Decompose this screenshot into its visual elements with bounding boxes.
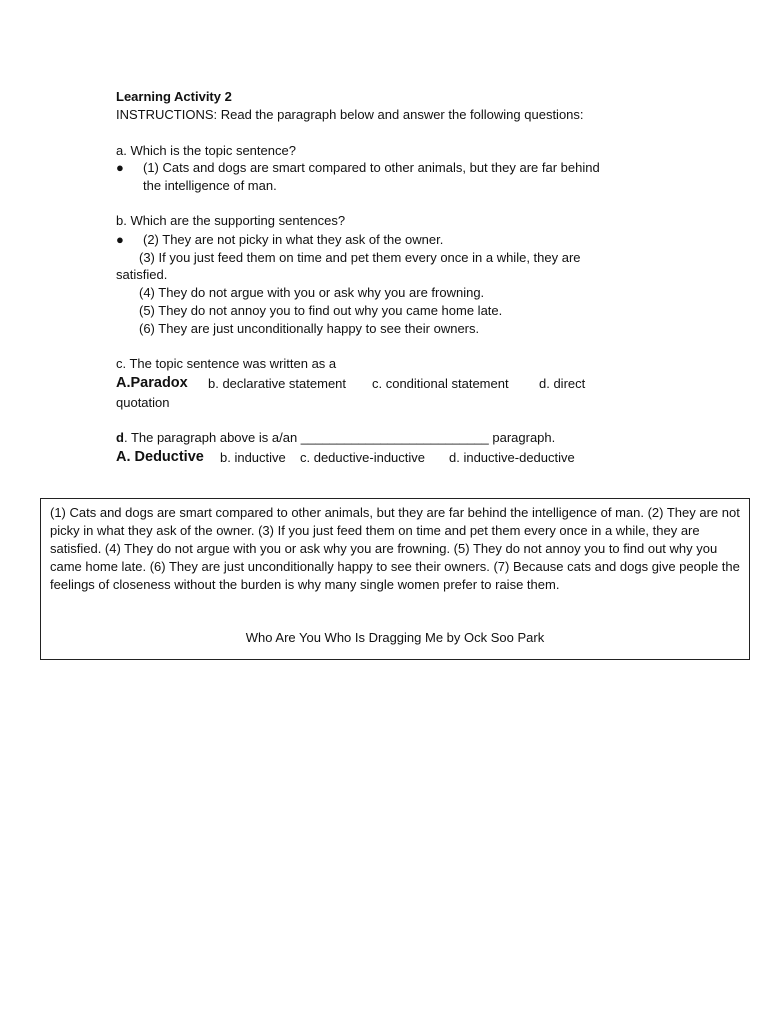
question-d-option-d: d. inductive-deductive	[449, 450, 575, 465]
passage-box	[40, 498, 750, 660]
question-c-option-d-line2: quotation	[116, 395, 170, 410]
supporting-sentence-3-line1: (3) If you just feed them on time and pet them every once in a while, they are	[139, 250, 581, 265]
question-c-answer: A.Paradox	[116, 375, 188, 391]
question-d-option-c: c. deductive-inductive	[300, 450, 426, 465]
question-d-answer: A. Deductive	[116, 449, 204, 465]
supporting-sentence-6: (6) They are just unconditionally happy to see their owners.	[139, 321, 480, 336]
passage-citation: Who Are You Who Is Dragging Me by Ock Soo Park	[245, 630, 545, 645]
passage-text: (1) Cats and dogs are smart compared to other animals, but they are far behind the intelligence of man. (2) They are not picky in what they ask of the owner. (3) If you just feed them on time and pet them every once in a while, they are satisfied. (4) They do not argue with you or ask why you are frowning. (5) They do not annoy you to find out why you came home late. (6) They are just unconditionally happy to see their owners. (7) Because cats and dogs give people the feelings of closeness without the burden is why many single women prefer to raise them.	[50, 505, 740, 592]
question-c-option-c: c. conditional statement	[372, 376, 509, 391]
question-a-answer-line1: (1) Cats and dogs are smart compared to other animals, but they are far behind	[143, 160, 600, 175]
activity-title: Learning Activity 2	[116, 89, 232, 104]
question-b-prompt: b. Which are the supporting sentences?	[116, 213, 346, 228]
supporting-sentence-3-line2: satisfied.	[116, 267, 168, 282]
bullet-icon: ●	[116, 160, 124, 175]
supporting-sentence-5: (5) They do not annoy you to find out why you came home late.	[139, 303, 503, 318]
question-c-option-b: b. declarative statement	[208, 376, 347, 391]
question-a-prompt: a. Which is the topic sentence?	[116, 143, 296, 158]
question-d-label: d	[116, 430, 124, 445]
supporting-sentence-4: (4) They do not argue with you or ask why you are frowning.	[139, 285, 485, 300]
question-d-option-b: b. inductive	[220, 450, 286, 465]
supporting-sentence-2: (2) They are not picky in what they ask of the owner.	[143, 232, 444, 247]
bullet-icon: ●	[116, 232, 124, 247]
question-c-prompt: c. The topic sentence was written as a	[116, 356, 337, 371]
question-d-prompt	[116, 429, 555, 447]
instructions-text: INSTRUCTIONS: Read the paragraph below and answer the following questions:	[116, 107, 584, 122]
question-a-answer-line2: the intelligence of man.	[143, 178, 277, 193]
question-d-text: . The paragraph above is a/an __________________________ paragraph.	[123, 430, 556, 445]
question-c-option-d-line1: d. direct	[539, 376, 586, 391]
